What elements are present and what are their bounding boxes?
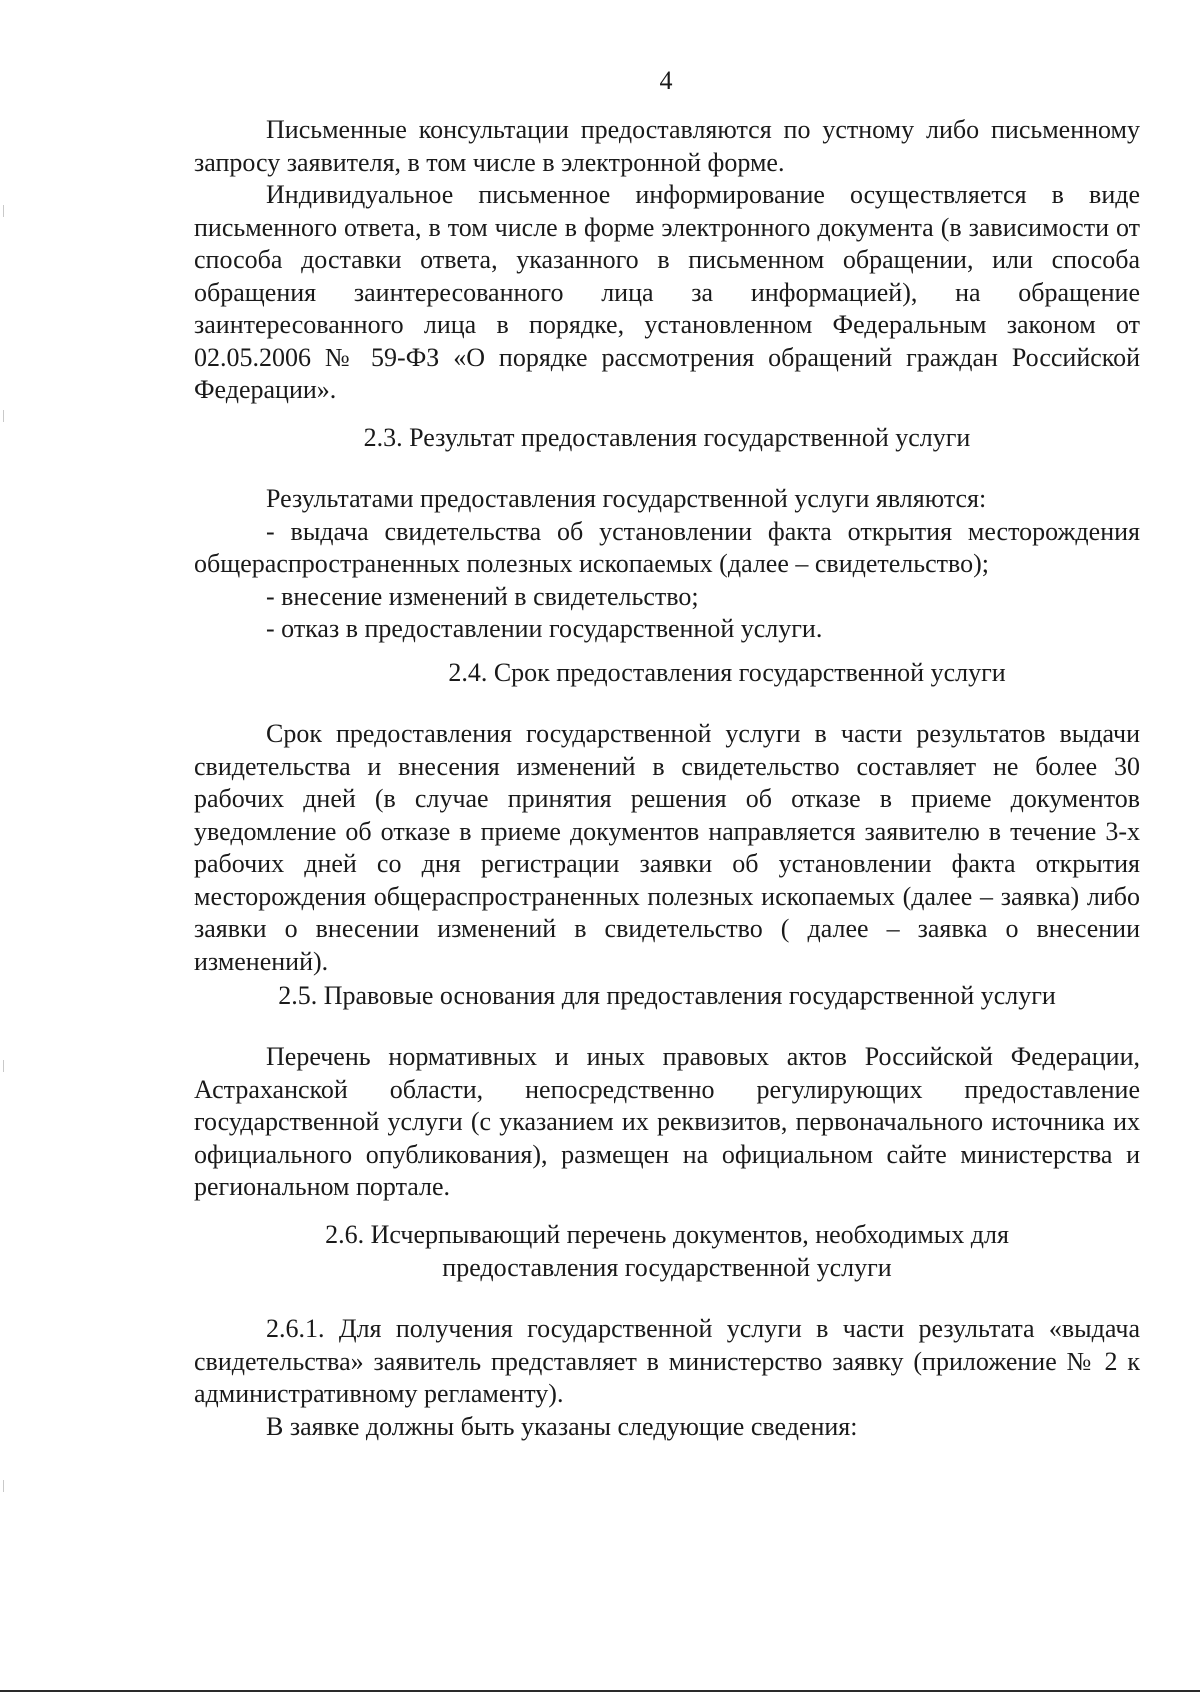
section-2-5-body xyxy=(194,1041,1140,1204)
section-2-3-lead: Результатами предоставления государственной услуги являются: xyxy=(266,484,987,513)
section-2-4-body xyxy=(194,718,1140,978)
section-2-3-heading: 2.3. Результат предоставления государственной услуги xyxy=(363,423,971,452)
scan-bottom-edge xyxy=(0,1690,1200,1692)
intro-paragraph-consultations: Письменные консультации предоставляются по устному либо письменному запросу заявителя, в том числе в электронной форме. xyxy=(194,115,1140,177)
intro-block xyxy=(194,114,1140,407)
scan-mark xyxy=(3,1480,4,1492)
section-2-5-text: Перечень нормативных и иных правовых актов Российской Федерации, Астраханской области, непосредственно регулирующих предоставление государственной услуги (с указанием их реквизитов, первоначального источника их официального опубликования), размещен на официальном сайте министерства и региональном портале. xyxy=(194,1042,1140,1201)
section-2-4-heading: 2.4. Срок предоставления государственной услуги xyxy=(448,658,1006,687)
result-item-certificate: - выдача свидетельства об установлении факта открытия месторождения общераспространенных полезных ископаемых (далее – свидетельство); xyxy=(194,516,1140,578)
section-2-6-heading-line-2: предоставления государственной услуги xyxy=(442,1252,892,1282)
section-2-6-body xyxy=(194,1313,1140,1443)
section-2-3 xyxy=(194,422,1140,455)
scan-mark xyxy=(3,1060,4,1072)
section-2-5-heading: 2.5. Правовые основания для предоставления государственной услуги xyxy=(278,981,1056,1010)
section-2-6-1-text: 2.6.1. Для получения государственной услуги в части результата «выдача свидетельства» заявитель представляет в министерство заявку (приложение № 2 к административному регламенту). xyxy=(194,1314,1140,1408)
intro-paragraph-written-informing: Индивидуальное письменное информирование осуществляется в виде письменного ответа, в том числе в форме электронного документа (в зависимости от способа доставки ответа, указанного в письменном обращении, или способа обращения заинтересованного лица за информацией), на обращение заинтересованного лица в порядке, установленном Федеральным законом от 02.05.2006 № 59-ФЗ «О порядке рассмотрения обращений граждан Российской Федерации». xyxy=(194,180,1140,404)
section-2-4 xyxy=(194,657,1140,690)
scan-mark xyxy=(3,205,4,217)
section-2-6-required-info-lead: В заявке должны быть указаны следующие сведения: xyxy=(266,1411,858,1441)
page-number: 4 xyxy=(659,66,673,95)
section-2-6-heading-line-1: 2.6. Исчерпывающий перечень документов, необходимых для xyxy=(325,1220,1009,1249)
section-2-5 xyxy=(194,980,1140,1013)
result-item-amendments: - внесение изменений в свидетельство; xyxy=(266,581,699,611)
section-2-3-body xyxy=(194,483,1140,646)
result-item-refusal: - отказ в предоставлении государственной услуги. xyxy=(266,614,823,643)
section-2-6 xyxy=(194,1219,1140,1284)
section-2-6-heading xyxy=(194,1219,1140,1284)
scan-mark xyxy=(3,410,4,422)
section-2-4-text: Срок предоставления государственной услуги в части результатов выдачи свидетельства и внесения изменений в свидетельство составляет не более 30 рабочих дней (в случае принятия решения об отказе в приеме документов уведомление об отказе в приеме документов направляется заявителю в течение 3-х рабочих дней со дня регистрации заявки об установлении факта открытия месторождения общераспространенных полезных ископаемых (далее – заявка) либо заявки о внесении изменений в свидетельство ( далее – заявка о внесении изменений). xyxy=(194,719,1140,976)
